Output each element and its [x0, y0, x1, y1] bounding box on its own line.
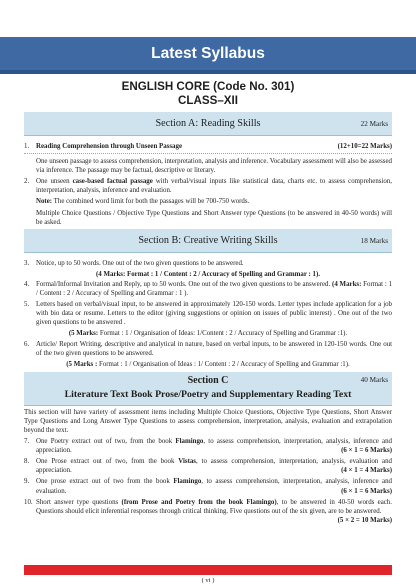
item-2: 2. One unseen case-based factual passage with verbal/visual inputs like statistical data, charts etc. to assess comprehension, interpretation, analysis, inference and evaluation.: [24, 178, 392, 195]
page-content: [24, 80, 392, 525]
footer-bar: [24, 565, 392, 575]
item-3-marks: (4 Marks: Format : 1 / Content : 2 / Accuracy of Spelling and Grammar : 1).: [96, 270, 320, 278]
section-b-header: [24, 229, 392, 253]
note: Note: The combined word limit for both the passages will be 700-750 words.: [36, 198, 250, 206]
item-5: 5. Letters based on verbal/visual input, to be answered in approximately 120-150 words. Letter types include application for a job with bio data or resume. Letters to the editor (giving suggestions or opinion on issues of public interest) . One out of the two given questions to be answered .: [24, 301, 392, 327]
item-3: 3. Notice, up to 50 words. One out of the two given questions to be answered.: [24, 259, 244, 267]
item-1: 1. Reading Comprehension through Unseen Passage (12+10=22 Marks): [24, 143, 392, 150]
item-6-marks: (5 Marks : Format : 1 / Organisation of Ideas : 1/ Content : 2 / Accuracy of Spelling and Grammar :1).: [66, 360, 350, 368]
section-a-header: [24, 112, 392, 136]
section-a-marks: 22 Marks: [360, 120, 388, 128]
section-a-title: Section A: Reading Skills: [155, 118, 261, 129]
item-7: 7. One Poetry extract out of two, from the book Flamingo, to assess comprehension, interpretation, analysis, inference and appreciation. (6 × 1 = 6 Marks): [24, 438, 392, 455]
page-title: ENGLISH CORE (Code No. 301): [121, 80, 295, 93]
page-subtitle: CLASS–XII: [178, 94, 238, 107]
section-b-marks: 18 Marks: [360, 236, 388, 245]
banner: Latest Syllabus: [0, 37, 416, 70]
item-10: 10. Short answer type questions (from Prose and Poetry from the book Flamingo), to be answered in 40-50 words each. Questions should elicit inferential responses through critical thinking. Five questions out of the six given, are to be answered. (5 × 2 = 10 Marks): [24, 498, 392, 524]
item-6: 6. Article/ Report Writing, descriptive and analytical in nature, based on verbal inputs, to be answered in 120-150 words. One out of the two given questions to be answered.: [24, 340, 392, 357]
section-c-subtitle: Literature Text Book Prose/Poetry and Supplementary Reading Text: [64, 388, 352, 400]
divider: [24, 153, 392, 154]
section-c-header: [24, 372, 392, 406]
mcq-note: Multiple Choice Questions / Objective Type Questions and Short Answer type Questions (to be answered in 40-50 words) will be asked.: [36, 209, 392, 226]
item-9: 9. One prose extract out of two from the book Flamingo, to assess comprehension, interpretation, analysis, inference and evaluation. (6 × 1 = 6 Marks): [24, 478, 392, 495]
item-4: 4. Formal/Informal Invitation and Reply, up to 50 words. One out of the two given questions to be answered. (4 Marks: Format : 1 / Content : 2 / Accuracy of Spelling and Grammar : 1 ).: [24, 280, 393, 298]
section-c-intro: This section will have variety of assessment items including Multiple Choice Questions, Objective Type Questions, Short Answer Type Questions and Long Answer Type Questions to assess comprehension, interpretation, analysis, evaluation and extrapolation beyond the text.: [24, 408, 392, 434]
section-c-marks: 40 Marks: [360, 375, 388, 384]
page-number: ( vi ): [201, 577, 215, 584]
section-c-title: Section C: [187, 374, 229, 386]
item-1-text: One unseen passage to assess comprehension, interpretation, analysis and inference. Vocabulary assessment will also be assessed via inference. The passage may be factual, descriptive or literary.: [36, 158, 392, 175]
item-8: 8. One Prose extract out of two, from the book Vistas, to assess comprehension, interpretation, analysis, evaluation and appreciation. (4 × 1 = 4 Marks): [24, 458, 392, 475]
item-5-marks: (5 Marks: Format : 1 / Organisation of Ideas: 1/Content : 2 / Accuracy of Spelling and Grammar :1).: [68, 330, 348, 338]
banner-edge: [0, 70, 416, 74]
section-b-title: Section B: Creative Writing Skills: [138, 234, 278, 246]
